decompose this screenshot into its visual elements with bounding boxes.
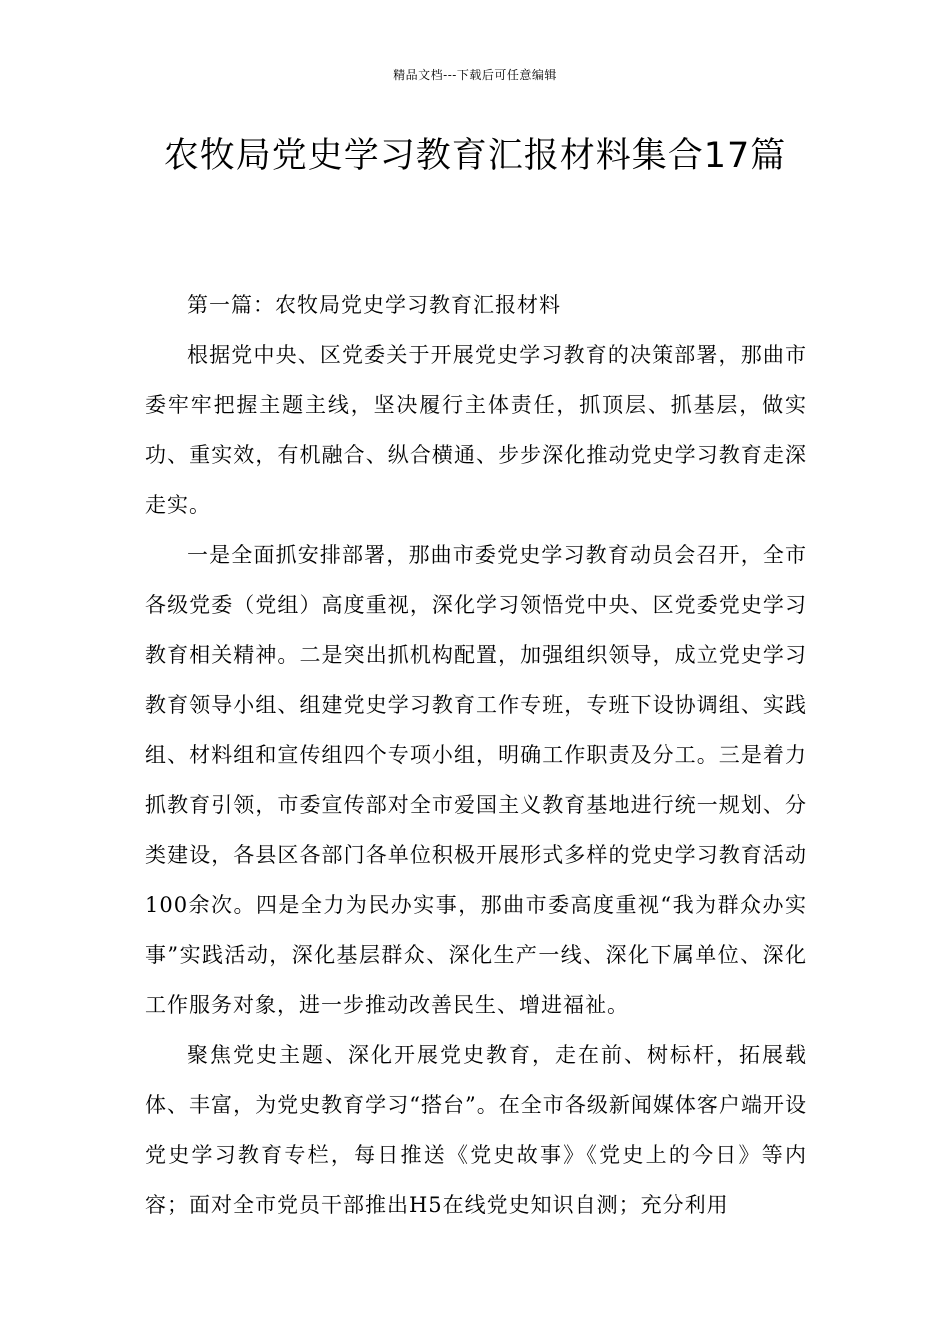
document-title: 农牧局党史学习教育汇报材料集合17篇 (163, 136, 787, 176)
chapter-heading: 第一篇：农牧局党史学习教育汇报材料 (187, 293, 561, 317)
paragraph-1: 根据党中央、区党委关于开展党史学习教育的决策部署，那曲市委牢牢把握主题主线，坚决履行主体责任，抓顶层、抓基层，做实功、重实效，有机融合、纵合横通、步步深化推动党史学习教育走深走实。 (145, 343, 807, 517)
header-note: 精品文档---下载后可任意编辑 (393, 68, 557, 82)
paragraph-3: 聚焦党史主题、深化开展党史教育，走在前、树标杆，拓展载体、丰富，为党史教育学习“搭台”。在全市各级新闻媒体客户端开设党史学习教育专栏，每日推送《党史故事》《党史上的今日》等内容；面对全市党员干部推出H5在线党史知识自测；充分利用 (145, 1043, 807, 1217)
paragraph-2: 一是全面抓安排部署，那曲市委党史学习教育动员会召开，全市各级党委（党组）高度重视，深化学习领悟党中央、区党委党史学习教育相关精神。二是突出抓机构配置，加强组织领导，成立党史学习教育领导小组、组建党史学习教育工作专班，专班下设协调组、实践组、材料组和宣传组四个专项小组，明确工作职责及分工。三是着力抓教育引领，市委宣传部对全市爱国主义教育基地进行统一规划、分类建设，各县区各部门各单位积极开展形式多样的党史学习教育活动100余次。四是全力为民办实事，那曲市委高度重视“我为群众办实事”实践活动，深化基层群众、深化生产一线、深化下属单位、深化工作服务对象，进一步推动改善民生、增进福祉。 (145, 543, 807, 1017)
document-body (145, 280, 807, 1230)
